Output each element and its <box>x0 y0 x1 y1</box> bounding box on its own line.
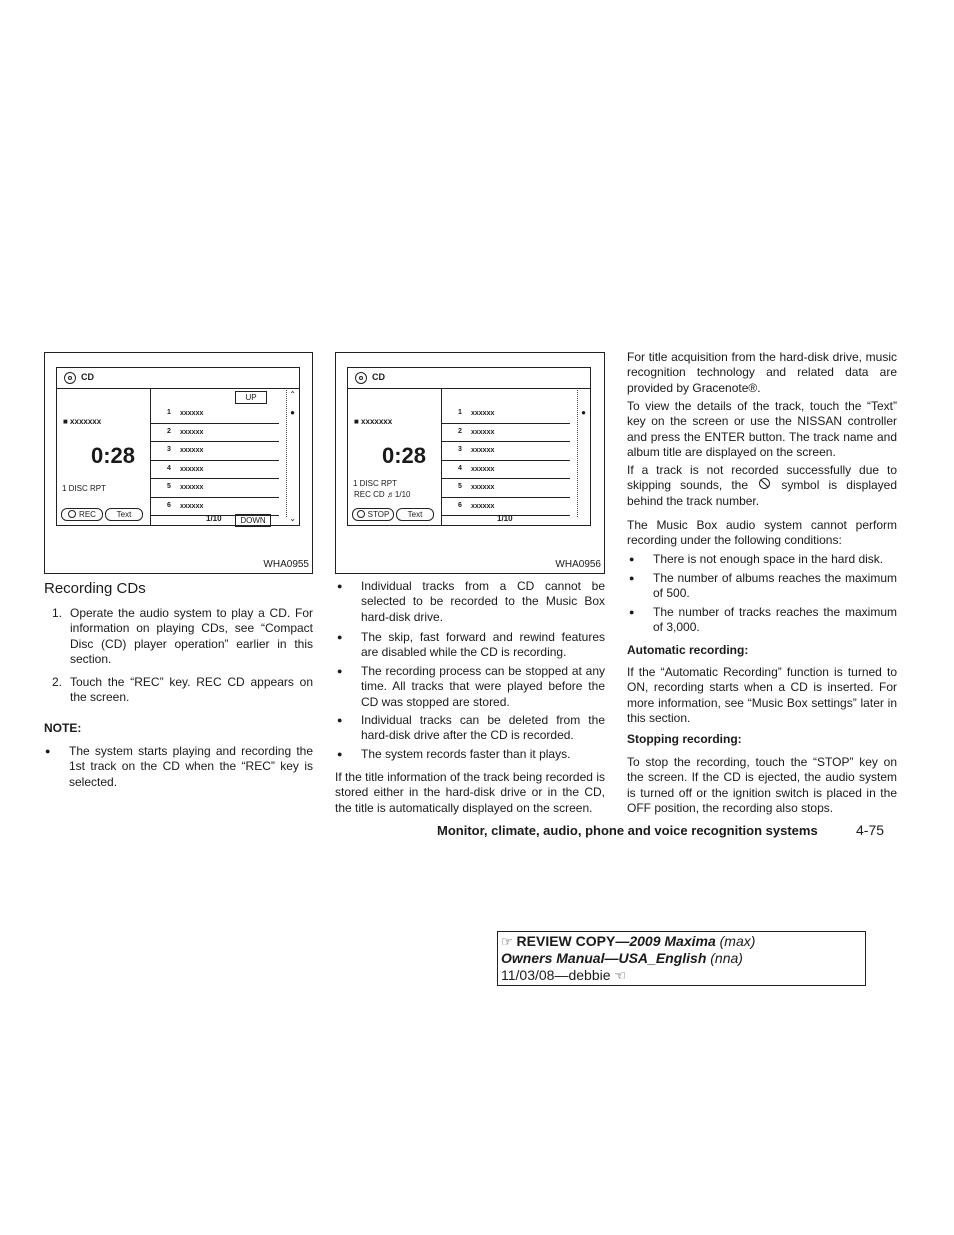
review-line-1 <box>501 933 862 950</box>
track-row[interactable] <box>442 405 570 424</box>
page-indicator: 1/10 <box>206 514 222 523</box>
rec-status: REC CD ♬1/10 <box>354 490 411 499</box>
track-row[interactable] <box>151 405 279 424</box>
bullet-item: ● Individual tracks from a CD cannot be selected to be recorded to the Music Box hard-disk drive. <box>361 579 605 625</box>
track-row[interactable] <box>151 442 279 461</box>
cd-screen <box>56 367 300 526</box>
paragraph: The Music Box audio system cannot perform recording under the following conditions: <box>627 518 897 548</box>
review-copy-box <box>497 931 866 986</box>
note-label: NOTE: <box>44 721 82 735</box>
page-number: 4-75 <box>856 822 885 838</box>
figure-wha0956 <box>335 352 605 574</box>
disc-icon <box>64 372 76 384</box>
figure-wha0955 <box>44 352 313 574</box>
rec-icon <box>68 510 76 518</box>
step-2: Touch the “REC” key. REC CD appears on the screen. <box>70 675 313 705</box>
bullet-item: ● The system records faster than it plays. <box>361 747 605 762</box>
stop-button[interactable] <box>352 508 394 521</box>
paragraph <box>627 463 897 509</box>
pointing-hand-icon: ☞ <box>501 934 513 949</box>
album-title: ■ xxxxxxx <box>63 417 102 426</box>
screen-header <box>57 368 299 389</box>
stop-icon <box>357 510 365 518</box>
text-button[interactable]: Text <box>396 508 434 521</box>
review-line-2 <box>501 950 862 967</box>
manual-name: Owners Manual—USA_English <box>501 950 707 966</box>
track-title: xxxxxx <box>471 428 495 436</box>
screen-title: CD <box>81 372 94 382</box>
track-number: 5 <box>167 483 171 490</box>
model-name: 2009 Maxima <box>629 933 716 949</box>
track-row[interactable] <box>442 461 570 480</box>
bullet-item: ● The number of albums reaches the maximum of 500. <box>653 571 897 602</box>
track-row[interactable] <box>151 479 279 498</box>
note-bullet: ● The system starts playing and recording the 1st track on the CD when the “REC” key is selected. <box>69 744 313 790</box>
track-number: 3 <box>458 446 462 453</box>
scroll-up-icon[interactable]: ⌃ <box>289 390 296 399</box>
paragraph: To view the details of the track, touch the “Text” key on the screen or use the NISSAN controller and press the ENTER button. The track name and album title are displayed on the screen. <box>627 399 897 459</box>
track-number: 4 <box>458 464 462 472</box>
repeat-status: 1 DISC RPT <box>353 479 398 488</box>
pointing-hand-left-icon: ☜ <box>614 968 627 983</box>
step-1: Operate the audio system to play a CD. For information on playing CDs, see “Compact Disc (CD) player operation” earlier in this section. <box>70 606 313 666</box>
figure-id: WHA0956 <box>555 559 601 570</box>
bullet-item: ● Individual tracks can be deleted from the hard-disk drive after the CD is recorded. <box>361 713 605 744</box>
track-row[interactable] <box>151 424 279 443</box>
subheading: Automatic recording: <box>627 643 749 657</box>
paragraph: If the title information of the track being recorded is stored either in the hard-disk drive or in the CD, the title is automatically displayed on the screen. <box>335 770 605 815</box>
elapsed-time: 0:28 <box>382 443 427 468</box>
scroll-position-icon: ● <box>290 408 295 417</box>
paragraph: For title acquisition from the hard-disk drive, music recognition technology and related data are provided by Gracenote®. <box>627 350 897 395</box>
track-row[interactable] <box>442 442 570 461</box>
track-title: xxxxxx <box>471 484 495 491</box>
review-date: 11/03/08—debbie <box>501 967 611 983</box>
track-number: 6 <box>458 501 462 509</box>
stop-label: STOP <box>367 510 390 519</box>
step-number: 1. <box>52 606 63 620</box>
track-row[interactable] <box>151 461 279 480</box>
rec-button[interactable] <box>61 508 103 521</box>
track-number: 4 <box>167 464 171 472</box>
scroll-position-icon: ● <box>581 408 586 417</box>
text-button[interactable]: Text <box>105 508 143 521</box>
album-title: ■ xxxxxxx <box>354 417 393 426</box>
rec-label: REC <box>79 510 96 519</box>
cd-screen <box>347 367 591 526</box>
bullet-item: ● The skip, fast forward and rewind features are disabled while the CD is recording. <box>361 630 605 661</box>
track-title: xxxxxx <box>180 465 204 473</box>
track-title: xxxxxx <box>180 447 204 454</box>
screen-title: CD <box>372 372 385 382</box>
manual-code: (nna) <box>706 950 743 966</box>
text-part: If a track is not recorded successfully due to skipping sounds, the <box>627 463 897 493</box>
page-indicator: 1/10 <box>497 514 513 523</box>
track-title: xxxxxx <box>180 410 204 417</box>
track-title: xxxxxx <box>471 465 495 473</box>
track-title: xxxxxx <box>471 447 495 454</box>
track-number: 6 <box>167 501 171 509</box>
section-heading: Recording CDs <box>44 580 146 597</box>
track-title: xxxxxx <box>180 502 204 510</box>
track-list <box>442 405 570 516</box>
text-part: symbol is displayed behind the track number. <box>627 478 898 508</box>
track-title: xxxxxx <box>471 502 495 510</box>
repeat-status: 1 DISC RPT <box>62 484 107 493</box>
scroll-down-icon[interactable]: ⌄ <box>289 514 296 523</box>
review-line-3 <box>501 967 862 984</box>
disc-icon <box>355 372 367 384</box>
track-title: xxxxxx <box>471 410 495 417</box>
elapsed-time: 0:28 <box>91 443 136 468</box>
paragraph: To stop the recording, touch the “STOP” key on the screen. If the CD is ejected, the audio system is turned off or the ignition switch is placed in the OFF position, the recording also stops. <box>627 755 897 815</box>
model-code: (max) <box>715 933 756 949</box>
track-title: xxxxxx <box>180 428 204 436</box>
bullet-item: ● The number of tracks reaches the maximum of 3,000. <box>653 605 897 636</box>
track-number: 3 <box>167 446 171 453</box>
subheading: Stopping recording: <box>627 732 742 746</box>
down-button[interactable]: DOWN <box>235 514 271 527</box>
screen-header <box>348 368 590 389</box>
figure-id: WHA0955 <box>263 559 309 570</box>
track-list <box>151 405 279 516</box>
track-number: 1 <box>458 409 462 416</box>
bullet-item: ● There is not enough space in the hard disk. <box>653 552 897 567</box>
track-number: 2 <box>458 427 462 435</box>
up-button[interactable]: UP <box>235 391 267 404</box>
bullet-item: ● The recording process can be stopped at any time. All tracks that were played before the CD was stopped are stored. <box>361 664 605 710</box>
track-title: xxxxxx <box>180 484 204 491</box>
paragraph: If the “Automatic Recording” function is turned to ON, recording starts when a CD is inserted. For more information, see “Music Box settings” later in this section. <box>627 665 897 725</box>
track-number: 5 <box>458 483 462 490</box>
skip-symbol-icon <box>759 478 770 489</box>
track-row[interactable] <box>442 479 570 498</box>
track-number: 2 <box>167 427 171 435</box>
track-row[interactable] <box>442 424 570 443</box>
review-label: REVIEW COPY— <box>516 933 630 949</box>
section-footer: Monitor, climate, audio, phone and voice recognition systems <box>437 823 818 838</box>
track-number: 1 <box>167 409 171 416</box>
step-number: 2. <box>52 675 63 689</box>
